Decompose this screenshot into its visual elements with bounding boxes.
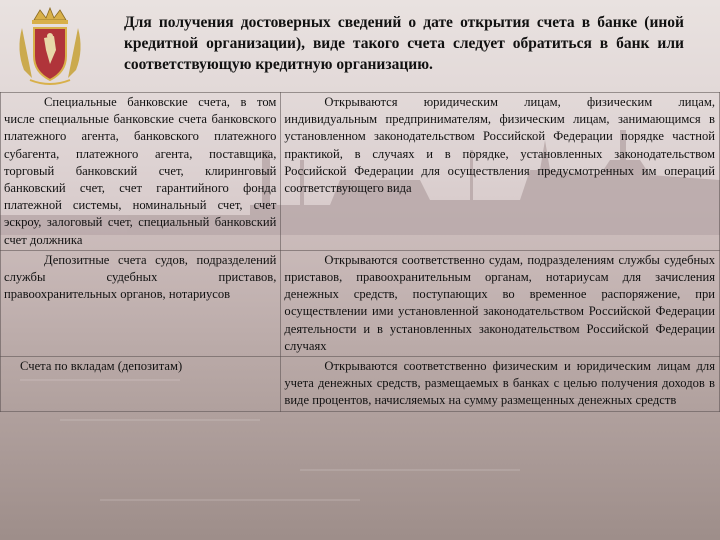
accounts-table-container [0,92,720,412]
account-type-cell: Специальные банковские счета, в том числе специальные банковские счета банковского платежного агента, банковского платежного субагента, платежного агента, поставщика, торговый банковский счет, клиринговый банковский счет, счет гарантийного фонда платежной системы, номинальный счет, счет эскроу, залоговый счет, специальный банковский счет должника [1,93,281,251]
description-cell: Открываются юридическим лицам, физическим лицам, индивидуальным предпринимателям, физическим лицам, занимающимся в установленном законодательством Российской Федерации порядке частной практикой, в случаях и в порядке, установленных законодательством Российской Федерации для осуществления предусмотренных им операций соответствующего вида [281,93,720,251]
page-header: Для получения достоверных сведений о дате открытия счета в банке (иной кредитной организации), виде такого счета следует обратиться в банк или соответствующую кредитную организацию. [124,14,684,73]
accounts-table [0,92,720,412]
coat-of-arms-icon [16,6,84,88]
table-row [1,250,720,356]
account-type-cell: Счета по вкладам (депозитам) [1,357,281,412]
table-row [1,357,720,412]
table-row [1,93,720,251]
description-cell: Открываются соответственно физическим и юридическим лицам для учета денежных средств, размещаемых в банках с целью получения доходов в виде процентов, начисляемых на сумму размещенных денежных средств [281,357,720,412]
account-type-cell: Депозитные счета судов, подразделений службы судебных приставов, правоохранительных органов, нотариусов [1,250,281,356]
description-cell: Открываются соответственно судам, подразделениям службы судебных приставов, правоохранительным органам, нотариусам для зачисления денежных средств, поступающих во временное распоряжение, при осуществлении ими установленной законодательством Российской Федерации деятельности и в установленных законодательством Российской Федерации случаях [281,250,720,356]
